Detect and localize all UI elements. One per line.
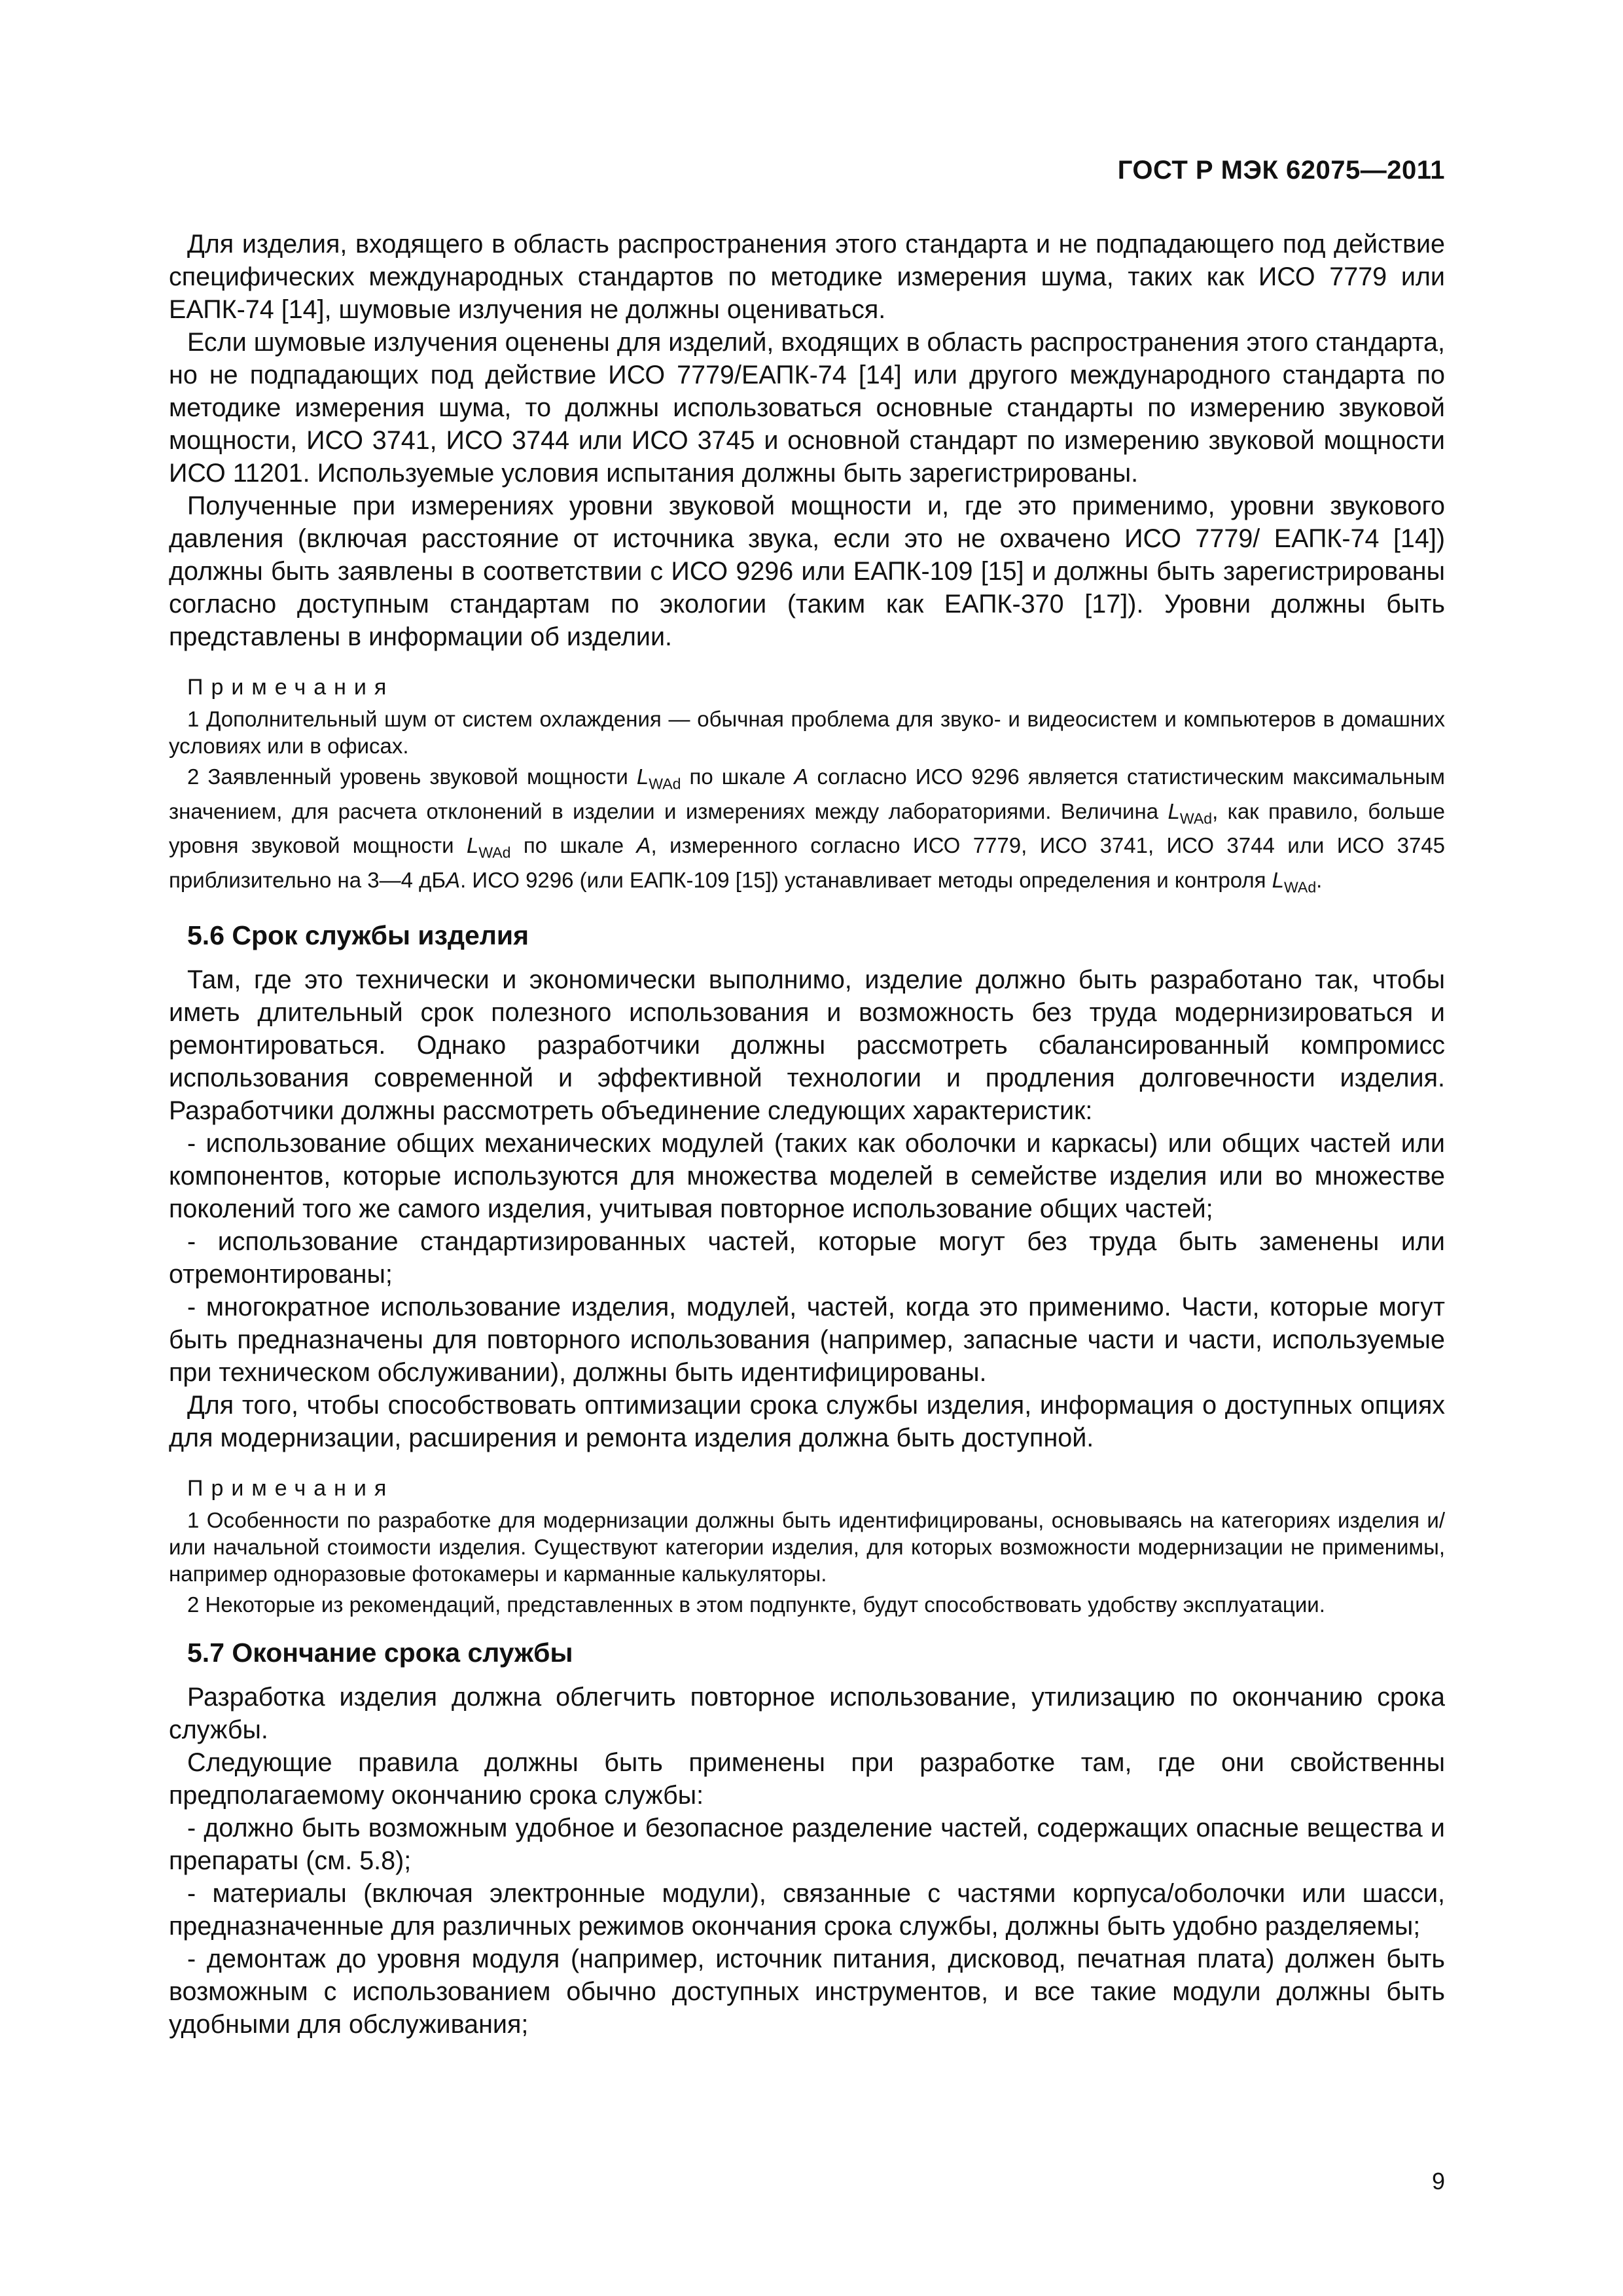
section-5-7-paragraph-1: Разработка изделия должна облегчить повторное использование, утилизацию по окончанию срока службы.: [169, 1683, 1445, 1745]
note-text: по шкале: [510, 833, 637, 858]
note-text: по шкале: [681, 764, 794, 789]
section-5-6-paragraph-1: Там, где это технически и экономически выполнимо, изделие должно быть разработано так, чтобы иметь длительный срок полезного использования и возможность без труда модернизироваться и ремонтироваться. Однако разработчики должны рассмотреть сбалансированный компромисс использования современной и эффективной технологии и продления долговечности изделия. Разработчики должны рассмотреть объединение следующих характеристик:: [169, 965, 1445, 1126]
section-5-7-list-item: - материалы (включая электронные модули), связанные с частями корпуса/оболочки или шасси, предназначенные для различных режимов окончания срока службы, должны быть удобно разделяемы;: [169, 1879, 1445, 1941]
note-2-2: 2 Некоторые из рекомендаций, представленных в этом подпункте, будут способствовать удобству эксплуатации.: [187, 1592, 1325, 1617]
symbol-letter: L: [636, 764, 649, 789]
note-text: .: [1316, 867, 1323, 892]
symbol-subscript: WAd: [1283, 878, 1317, 896]
intro-paragraph-3: Полученные при измерениях уровни звуковой мощности и, где это применимо, уровни звукового давления (включая расстояние от источника звука, если это не охвачено ИСО 7779/ ЕАПК-74 [14]) должны быть заявлены в соответствии с ИСО 9296 или ЕАПК-109 [15] и должны быть зарегистрированы согласно доступным стандартам по экологии (таким как ЕАПК-370 [17]). Уровни должны быть представлены в информации об изделии.: [169, 492, 1445, 651]
intro-paragraph-1: Для изделия, входящего в область распространения этого стандарта и не подпадающего под действие специфических международных стандартов по методике измерения шума, таких как ИСО 7779 или ЕАПК-74 [14], шумовые излучения не должны оцениваться.: [169, 230, 1445, 324]
symbol-lwad: [466, 833, 511, 861]
section-5-7-heading: 5.7 Окончание срока службы: [187, 1638, 573, 1668]
note-2-1: 1 Особенности по разработке для модернизации должны быть идентифицированы, основываясь на категориях изделия и/или начальной стоимости изделия. Существуют категории изделия, для которых возможности модернизации не применимы, например одноразовые фотокамеры и карманные калькуляторы.: [169, 1508, 1445, 1587]
note-text: , как правило, больше уровня звуковой мощности: [169, 798, 1445, 858]
note-text: , измеренного согласно ИСО 7779, ИСО 3741, ИСО 3744 или ИСО 3745 приблизительно на 3—4 дБ: [169, 833, 1446, 892]
page-content: [169, 228, 1445, 2041]
note-text: согласно ИСО 9296 является статистическим максимальным значением, для расчета отклонений в изделии и измерениях между лабораториями. Величина: [169, 764, 1445, 823]
section-5-6-paragraph-2: Для того, чтобы способствовать оптимизации срока службы изделия, информация о доступных опциях для модернизации, расширения и ремонта изделия должна быть доступной.: [169, 1391, 1445, 1453]
section-5-7-paragraph-2: Следующие правила должны быть применены при разработке там, где они свойственны предполагаемому окончанию срока службы:: [169, 1748, 1445, 1810]
symbol-a: A: [446, 867, 461, 892]
symbol-subscript: WAd: [649, 775, 681, 793]
standard-code-header: ГОСТ Р МЭК 62075—2011: [1117, 156, 1445, 185]
section-5-6-heading: 5.6 Срок службы изделия: [187, 920, 529, 951]
symbol-lwad: [1272, 867, 1317, 896]
notes-heading-1: Примечания: [187, 675, 395, 700]
note-1-1: 1 Дополнительный шум от систем охлаждения — обычная проблема для звуко- и видеосистем и компьютеров в домашних условиях или в офисах.: [169, 707, 1445, 758]
section-5-6-list-item: - многократное использование изделия, модулей, частей, когда это применимо. Части, которые могут быть предназначены для повторного использования (например, запасные части и части, используемые при техническом обслуживании), должны быть идентифицированы.: [169, 1293, 1445, 1388]
symbol-letter: L: [1168, 798, 1180, 823]
section-5-7-list-item: - демонтаж до уровня модуля (например, источник питания, дисковод, печатная плата) должен быть возможным с использованием обычно доступных инструментов, и все такие модули должны быть удобными для обслуживания;: [169, 1945, 1445, 2039]
symbol-a: A: [794, 764, 809, 789]
intro-paragraph-2: Если шумовые излучения оценены для изделий, входящих в область распространения этого стандарта, но не подпадающих под действие ИСО 7779/ЕАПК-74 [14] или другого международного стандарта по методике измерения шума, то должны использоваться основные стандарты по измерению звуковой мощности, ИСО 3741, ИСО 3744 или ИСО 3745 и основной стандарт по измерению звуковой мощности ИСО 11201. Используемые условия испытания должны быть зарегистрированы.: [169, 328, 1445, 488]
symbol-subscript: WAd: [478, 844, 511, 861]
symbol-a: A: [636, 833, 651, 858]
symbol-lwad: [636, 764, 681, 793]
page-number: 9: [1431, 2168, 1445, 2195]
section-5-7-list-item: - должно быть возможным удобное и безопасное разделение частей, содержащих опасные вещества и препараты (см. 5.8);: [169, 1814, 1445, 1876]
note-text: 2 Заявленный уровень звуковой мощности: [187, 764, 637, 789]
section-5-6-list-item: - использование общих механических модулей (таких как оболочки и каркасы) или общих частей или компонентов, которые используются для множества моделей в семействе изделия или во множестве поколений того же самого изделия, учитывая повторное использование общих частей;: [169, 1129, 1445, 1224]
symbol-lwad: [1168, 798, 1213, 827]
note-text: . ИСО 9296 (или ЕАПК-109 [15]) устанавливает методы определения и контроля: [460, 867, 1272, 892]
notes-heading-2: Примечания: [187, 1476, 395, 1501]
section-5-6-list-item: - использование стандартизированных частей, которые могут без труда быть заменены или отремонтированы;: [169, 1227, 1445, 1289]
symbol-subscript: WAd: [1179, 810, 1213, 827]
note-1-2: [169, 763, 1445, 901]
symbol-letter: L: [466, 833, 479, 858]
symbol-letter: L: [1272, 867, 1284, 892]
